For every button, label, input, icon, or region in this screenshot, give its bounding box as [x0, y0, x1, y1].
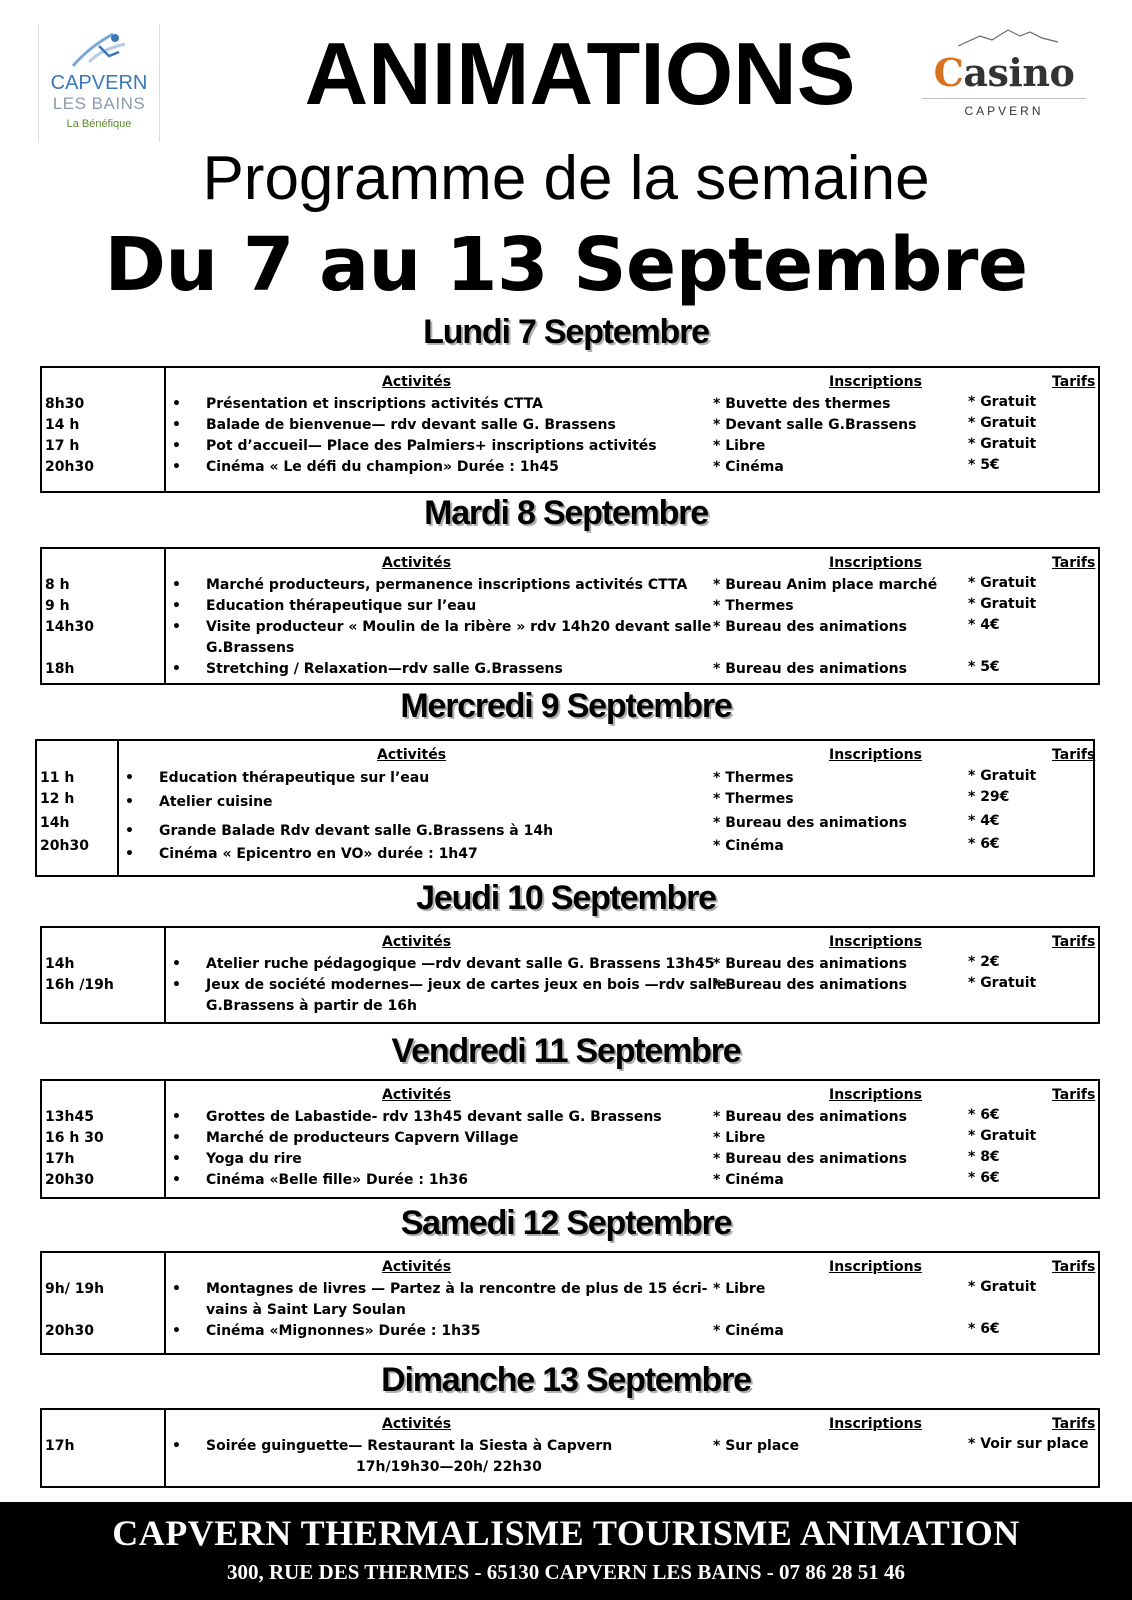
row-inscription: * Buvette des thermes — [713, 396, 891, 412]
row-activity — [206, 1107, 766, 1128]
row-tarif: * 5€ — [968, 457, 1000, 473]
day-schedule-table — [40, 366, 1100, 493]
day-heading: Lundi 7 Septembre — [423, 313, 709, 351]
row-activity — [206, 457, 766, 478]
bullet-icon: • — [172, 661, 181, 677]
day-heading: Vendredi 11 Septembre — [391, 1032, 741, 1070]
row-time: 16h /19h — [45, 977, 114, 993]
day-heading: Mardi 8 Septembre — [424, 494, 708, 532]
bullet-icon: • — [172, 396, 181, 412]
column-divider — [164, 1081, 166, 1197]
header-activities: Activités — [382, 1259, 452, 1275]
row-inscription: * Bureau des animations — [713, 977, 907, 993]
day-heading: Samedi 12 Septembre — [400, 1204, 732, 1242]
footer-organization: CAPVERN THERMALISME TOURISME ANIMATION — [112, 1513, 1020, 1553]
row-time: 20h30 — [45, 1323, 94, 1339]
column-divider — [164, 1253, 166, 1353]
row-time: 18h — [45, 661, 75, 677]
row-time: 8 h — [45, 577, 70, 593]
bullet-icon: • — [172, 1130, 181, 1146]
row-time: 14h30 — [45, 619, 94, 635]
bullet-icon: • — [172, 1281, 181, 1297]
bullet-icon: • — [172, 1109, 181, 1125]
logo-line-1: CAPVERN — [50, 72, 148, 94]
row-time: 14 h — [45, 417, 80, 433]
row-tarif: * 6€ — [968, 1107, 1000, 1123]
column-divider — [117, 741, 119, 875]
bullet-icon: • — [172, 598, 181, 614]
bullet-icon: • — [172, 1323, 181, 1339]
day-schedule-table — [40, 926, 1100, 1024]
activity-text: Education thérapeutique sur l’eau — [206, 598, 477, 614]
row-time: 20h30 — [40, 838, 89, 854]
mountain-icon — [958, 26, 1058, 48]
bullet-icon: • — [172, 1151, 181, 1167]
row-activity — [206, 1321, 766, 1342]
row-inscription: * Thermes — [713, 770, 794, 786]
activity-text-continued: G.Brassens — [206, 640, 295, 656]
header-activities: Activités — [382, 1416, 452, 1432]
bullet-icon: • — [172, 438, 181, 454]
activity-text-continued: G.Brassens à partir de 16h — [206, 998, 417, 1014]
header-activities: Activités — [382, 374, 452, 390]
row-tarif: * 6€ — [968, 1170, 1000, 1186]
bullet-icon: • — [172, 1438, 181, 1454]
logo-line-2: LES BAINS — [52, 94, 146, 113]
row-tarif: * Gratuit — [968, 415, 1037, 431]
day-schedule-table — [35, 739, 1095, 877]
row-tarif: * 6€ — [968, 836, 1000, 852]
activity-text: Cinéma « Le défi du champion» Durée : 1h45 — [206, 459, 559, 475]
row-tarif: * 8€ — [968, 1149, 1000, 1165]
activity-text-continued: vains à Saint Lary Soulan — [206, 1302, 406, 1318]
row-tarif: * 2€ — [968, 954, 1000, 970]
bullet-icon: • — [125, 846, 134, 862]
row-time: 20h30 — [45, 459, 94, 475]
row-activity — [206, 954, 766, 975]
row-activity — [206, 415, 766, 436]
day-schedule-table — [40, 1408, 1100, 1488]
row-time: 17h — [45, 1151, 75, 1167]
row-inscription: * Cinéma — [713, 838, 784, 854]
activity-text: Visite producteur « Moulin de la ribère » rdv 14h20 devant salle — [206, 619, 712, 635]
activity-text: Yoga du rire — [206, 1151, 302, 1167]
row-inscription: * Thermes — [713, 791, 794, 807]
row-tarif: * Gratuit — [968, 575, 1037, 591]
row-tarif: * 5€ — [968, 659, 1000, 675]
header-tarifs: Tarifs — [1052, 1259, 1096, 1275]
header-inscriptions: Inscriptions — [829, 1416, 922, 1432]
row-time: 20h30 — [45, 1172, 94, 1188]
row-tarif: * 4€ — [968, 813, 1000, 829]
row-tarif: * 6€ — [968, 1321, 1000, 1337]
column-divider — [164, 549, 166, 683]
bullet-icon: • — [172, 977, 181, 993]
row-inscription: * Libre — [713, 438, 766, 454]
row-time: 12 h — [40, 791, 75, 807]
row-activity — [159, 844, 719, 865]
row-time: 9 h — [45, 598, 70, 614]
day-schedule-table — [40, 547, 1100, 685]
row-activity — [206, 436, 766, 457]
row-activity — [159, 792, 719, 813]
activity-text: Montagnes de livres — Partez à la rencontre de plus de 15 écri- — [206, 1281, 708, 1297]
row-tarif: * Gratuit — [968, 1279, 1037, 1295]
page-subtitle: Programme de la semaine — [202, 144, 930, 213]
swimmer-icon — [69, 26, 129, 72]
bullet-icon: • — [172, 417, 181, 433]
row-inscription: * Devant salle G.Brassens — [713, 417, 917, 433]
activity-text: Soirée guinguette— Restaurant la Siesta à Capvern — [206, 1438, 613, 1454]
row-inscription: * Bureau des animations — [713, 619, 907, 635]
activity-text: Cinéma «Belle fille» Durée : 1h36 — [206, 1172, 469, 1188]
row-activity — [206, 1436, 766, 1478]
row-activity — [206, 575, 766, 596]
row-activity — [206, 1149, 766, 1170]
row-inscription: * Cinéma — [713, 1172, 784, 1188]
activity-text: Marché producteurs, permanence inscriptions activités CTTA — [206, 577, 688, 593]
row-activity — [206, 394, 766, 415]
row-inscription: * Libre — [713, 1130, 766, 1146]
header-inscriptions: Inscriptions — [829, 374, 922, 390]
header-inscriptions: Inscriptions — [829, 747, 922, 763]
capvern-les-bains-logo — [38, 24, 160, 142]
header-activities: Activités — [382, 1087, 452, 1103]
activity-text: Marché de producteurs Capvern Village — [206, 1130, 519, 1146]
day-heading: Mercredi 9 Septembre — [400, 687, 732, 725]
activity-text-continued: 17h/19h30—20h/ 22h30 — [356, 1459, 542, 1475]
row-activity — [206, 659, 766, 680]
row-time: 17 h — [45, 438, 80, 454]
row-time: 16 h 30 — [45, 1130, 104, 1146]
activity-text: Balade de bienvenue— rdv devant salle G. Brassens — [206, 417, 616, 433]
row-time: 8h30 — [45, 396, 85, 412]
activity-text: Education thérapeutique sur l’eau — [159, 770, 430, 786]
day-schedule-table — [40, 1251, 1100, 1355]
row-inscription: * Libre — [713, 1281, 766, 1297]
row-activity — [159, 821, 719, 842]
header-tarifs: Tarifs — [1052, 555, 1096, 571]
row-activity — [159, 768, 719, 789]
row-tarif: * Voir sur place — [968, 1436, 1089, 1452]
day-schedule-table — [40, 1079, 1100, 1199]
header-inscriptions: Inscriptions — [829, 555, 922, 571]
row-tarif: * Gratuit — [968, 975, 1037, 991]
row-time: 13h45 — [45, 1109, 94, 1125]
row-activity — [206, 617, 766, 659]
row-inscription: * Thermes — [713, 598, 794, 614]
column-divider — [164, 1410, 166, 1486]
row-time: 11 h — [40, 770, 75, 786]
row-time: 14h — [40, 815, 70, 831]
bullet-icon: • — [172, 459, 181, 475]
casino-subtitle: CAPVERN — [964, 104, 1044, 118]
row-inscription: * Bureau des animations — [713, 661, 907, 677]
activity-text: Stretching / Relaxation—rdv salle G.Brassens — [206, 661, 563, 677]
row-tarif: * Gratuit — [968, 1128, 1037, 1144]
activity-text: Cinéma « Epicentro en VO» durée : 1h47 — [159, 846, 478, 862]
row-tarif: * Gratuit — [968, 436, 1037, 452]
bullet-icon: • — [172, 1172, 181, 1188]
row-tarif: * 4€ — [968, 617, 1000, 633]
footer-address: 300, RUE DES THERMES - 65130 CAPVERN LES BAINS - 07 86 28 51 46 — [226, 1560, 906, 1584]
row-inscription: * Bureau des animations — [713, 956, 907, 972]
row-inscription: * Cinéma — [713, 1323, 784, 1339]
activity-text: Atelier ruche pédagogique —rdv devant salle G. Brassens 13h45 — [206, 956, 715, 972]
header-inscriptions: Inscriptions — [829, 1259, 922, 1275]
header-inscriptions: Inscriptions — [829, 1087, 922, 1103]
row-activity — [206, 975, 766, 1017]
bullet-icon: • — [172, 619, 181, 635]
column-divider — [164, 928, 166, 1022]
row-tarif: * Gratuit — [968, 394, 1037, 410]
row-time: 14h — [45, 956, 75, 972]
activity-text: Grande Balade Rdv devant salle G.Brassens à 14h — [159, 823, 554, 839]
activity-text: Jeux de société modernes— jeux de cartes jeux en bois —rdv salle — [206, 977, 727, 993]
header-tarifs: Tarifs — [1052, 934, 1096, 950]
row-activity — [206, 1128, 766, 1149]
row-tarif: * Gratuit — [968, 768, 1037, 784]
activity-text: Atelier cuisine — [159, 794, 273, 810]
header-tarifs: Tarifs — [1052, 747, 1096, 763]
footer — [0, 1502, 1132, 1600]
casino-rest: asino — [963, 50, 1075, 95]
row-time: 17h — [45, 1438, 75, 1454]
row-time: 9h/ 19h — [45, 1281, 105, 1297]
row-inscription: * Bureau Anim place marché — [713, 577, 938, 593]
bullet-icon: • — [125, 794, 134, 810]
row-inscription: * Bureau des animations — [713, 815, 907, 831]
row-activity — [206, 1279, 766, 1321]
page-title: ANIMATIONS — [304, 24, 856, 123]
header-activities: Activités — [382, 934, 452, 950]
row-tarif: * Gratuit — [968, 596, 1037, 612]
header-tarifs: Tarifs — [1052, 374, 1096, 390]
header-tarifs: Tarifs — [1052, 1416, 1096, 1432]
row-activity — [206, 1170, 766, 1191]
row-inscription: * Sur place — [713, 1438, 800, 1454]
bullet-icon: • — [125, 823, 134, 839]
row-inscription: * Bureau des animations — [713, 1109, 907, 1125]
day-heading: Dimanche 13 Septembre — [381, 1361, 751, 1399]
row-activity — [206, 596, 766, 617]
activity-text: Pot d’accueil— Place des Palmiers+ inscriptions activités — [206, 438, 657, 454]
column-divider — [164, 368, 166, 491]
casino-initial: C — [933, 50, 964, 95]
header-tarifs: Tarifs — [1052, 1087, 1096, 1103]
header-activities: Activités — [382, 555, 452, 571]
date-range: Du 7 au 13 Septembre — [104, 222, 1028, 308]
header-inscriptions: Inscriptions — [829, 934, 922, 950]
bullet-icon: • — [172, 577, 181, 593]
row-inscription: * Bureau des animations — [713, 1151, 907, 1167]
bullet-icon: • — [172, 956, 181, 972]
day-heading: Jeudi 10 Septembre — [416, 879, 716, 917]
logo-tagline: La Bénéfique — [66, 118, 132, 130]
row-tarif: * 29€ — [968, 789, 1010, 805]
header-activities: Activités — [377, 747, 447, 763]
bullet-icon: • — [125, 770, 134, 786]
row-inscription: * Cinéma — [713, 459, 784, 475]
activity-text: Grottes de Labastide- rdv 13h45 devant salle G. Brassens — [206, 1109, 662, 1125]
activity-text: Cinéma «Mignonnes» Durée : 1h35 — [206, 1323, 481, 1339]
activity-text: Présentation et inscriptions activités CTTA — [206, 396, 544, 412]
